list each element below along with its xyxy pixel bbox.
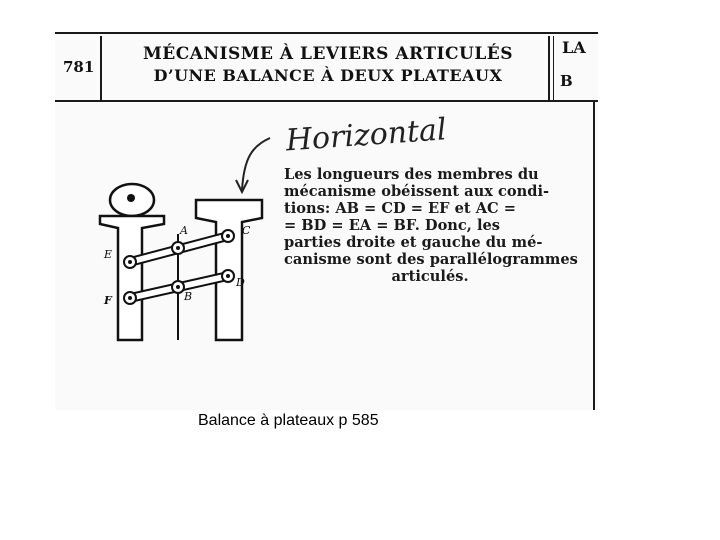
paragraph-line: Les longueurs des membres du	[284, 166, 539, 183]
weight-center-icon	[127, 194, 135, 202]
label-a: A	[180, 224, 188, 237]
page-number: 781	[63, 58, 95, 76]
section-code-bottom: B	[560, 72, 573, 90]
page-right-edge	[593, 100, 595, 410]
label-d: D	[236, 276, 245, 289]
header-divider-right	[548, 36, 550, 100]
section-code-top: LA	[562, 38, 586, 57]
paragraph-line: mécanisme obéissent aux condi-	[284, 183, 550, 200]
title-line-1: MÉCANISME À LEVIERS ARTICULÉS	[142, 44, 514, 64]
caption: Balance à plateaux p 585	[198, 412, 379, 429]
label-c: C	[242, 224, 251, 237]
description-paragraph	[284, 166, 576, 285]
title-line-2: D’UNE BALANCE À DEUX PLATEAUX	[153, 66, 503, 85]
paragraph-line: articulés.	[391, 268, 469, 285]
paragraph-line: canisme sont des parallélogrammes	[284, 251, 578, 268]
paragraph-line: parties droite et gauche du mé-	[284, 234, 543, 251]
header-bottom-rule	[55, 100, 598, 102]
paragraph-line: = BD = EA = BF. Donc, les	[284, 217, 501, 234]
handwritten-text: Horizontal	[284, 112, 448, 159]
balance-mechanism-figure	[92, 176, 272, 356]
paragraph-line: tions: AB = CD = EF et AC =	[284, 200, 516, 217]
label-f: F	[104, 294, 112, 307]
header-divider-left	[100, 36, 102, 100]
header-top-rule	[55, 32, 598, 34]
left-support-icon	[100, 216, 164, 340]
header-divider-right-double	[553, 36, 554, 100]
label-b: B	[184, 290, 193, 303]
label-e: E	[104, 248, 113, 261]
